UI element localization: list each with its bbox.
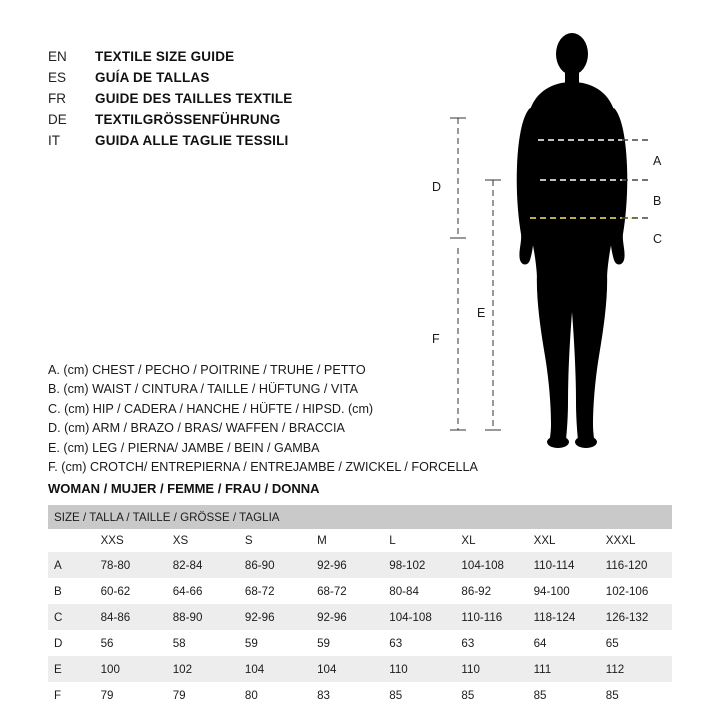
cell-b-m: 68-72 xyxy=(311,578,383,604)
language-title: GUIDA ALLE TAGLIE TESSILI xyxy=(95,133,289,148)
cell-e-l: 110 xyxy=(383,656,455,682)
cell-f-xs: 79 xyxy=(167,682,239,708)
cell-f-xxl: 85 xyxy=(528,682,600,708)
cell-e-xxl: 111 xyxy=(528,656,600,682)
row-label-a: A xyxy=(48,552,95,578)
crotch-dimension-f xyxy=(450,248,466,430)
cell-a-xxl: 110-114 xyxy=(528,552,600,578)
language-code: ES xyxy=(48,70,67,85)
cell-c-xxl: 118-124 xyxy=(528,604,600,630)
language-title: TEXTILGRÖSSENFÜHRUNG xyxy=(95,112,281,127)
language-title-block xyxy=(48,46,293,151)
cell-f-l: 85 xyxy=(383,682,455,708)
column-header-xxl: XXL xyxy=(528,529,600,552)
female-body-silhouette xyxy=(517,33,628,448)
table-row xyxy=(48,578,672,604)
column-header-m: M xyxy=(311,529,383,552)
table-row xyxy=(48,552,672,578)
table-row xyxy=(48,682,672,708)
column-header-xxs: XXS xyxy=(95,529,167,552)
language-row xyxy=(48,46,293,67)
table-size-header-row xyxy=(48,505,672,529)
table-row xyxy=(48,656,672,682)
row-label-f: F xyxy=(48,682,95,708)
cell-b-l: 80-84 xyxy=(383,578,455,604)
cell-d-xl: 63 xyxy=(455,630,527,656)
language-code: EN xyxy=(48,49,67,64)
cell-a-xs: 82-84 xyxy=(167,552,239,578)
cell-b-xs: 64-66 xyxy=(167,578,239,604)
cell-c-xs: 88-90 xyxy=(167,604,239,630)
language-row xyxy=(48,130,293,151)
cell-b-s: 68-72 xyxy=(239,578,311,604)
cell-e-m: 104 xyxy=(311,656,383,682)
cell-d-s: 59 xyxy=(239,630,311,656)
label-a: A xyxy=(653,154,662,168)
cell-c-xxs: 84-86 xyxy=(95,604,167,630)
column-header-xs: XS xyxy=(167,529,239,552)
cell-e-xs: 102 xyxy=(167,656,239,682)
cell-d-xxl: 64 xyxy=(528,630,600,656)
cell-d-xxs: 56 xyxy=(95,630,167,656)
legend-item-a: A. (cm) CHEST / PECHO / POITRINE / TRUHE / PETTO xyxy=(48,363,366,377)
cell-a-m: 92-96 xyxy=(311,552,383,578)
legend-item-d: D. (cm) ARM / BRAZO / BRAS/ WAFFEN / BRACCIA xyxy=(48,421,345,436)
cell-f-m: 83 xyxy=(311,682,383,708)
cell-d-xs: 58 xyxy=(167,630,239,656)
table-row xyxy=(48,630,672,656)
cell-f-xxxl: 85 xyxy=(600,682,672,708)
cell-b-xl: 86-92 xyxy=(455,578,527,604)
label-f: F xyxy=(432,332,440,346)
cell-a-xl: 104-108 xyxy=(455,552,527,578)
cell-a-l: 98-102 xyxy=(383,552,455,578)
legend-item-f: F. (cm) CROTCH/ ENTREPIERNA / ENTREJAMBE / ZWICKEL / FORCELLA xyxy=(48,460,478,475)
cell-c-m: 92-96 xyxy=(311,604,383,630)
cell-d-l: 63 xyxy=(383,630,455,656)
table-row xyxy=(48,604,672,630)
language-code: FR xyxy=(48,91,66,106)
row-label-b: B xyxy=(48,578,95,604)
cell-b-xxs: 60-62 xyxy=(95,578,167,604)
cell-b-xxxl: 102-106 xyxy=(600,578,672,604)
table-column-header-row xyxy=(48,529,672,552)
cell-a-xxxl: 116-120 xyxy=(600,552,672,578)
row-label-c: C xyxy=(48,604,95,630)
column-header-xl: XL xyxy=(455,529,527,552)
gender-heading: WOMAN / MUJER / FEMME / FRAU / DONNA xyxy=(48,481,320,496)
language-row xyxy=(48,67,293,88)
cell-e-xxs: 100 xyxy=(95,656,167,682)
cell-d-xxxl: 65 xyxy=(600,630,672,656)
label-e: E xyxy=(477,306,486,320)
column-header-l: L xyxy=(383,529,455,552)
language-title: GUIDE DES TAILLES TEXTILE xyxy=(95,91,293,106)
row-label-d: D xyxy=(48,630,95,656)
column-header-xxxl: XXXL xyxy=(600,529,672,552)
column-header-blank xyxy=(48,529,95,552)
cell-c-s: 92-96 xyxy=(239,604,311,630)
cell-a-s: 86-90 xyxy=(239,552,311,578)
language-row xyxy=(48,109,293,130)
leg-dimension-e xyxy=(485,180,501,430)
language-code: IT xyxy=(48,133,60,148)
cell-c-l: 104-108 xyxy=(383,604,455,630)
cell-b-xxl: 94-100 xyxy=(528,578,600,604)
cell-e-xl: 110 xyxy=(455,656,527,682)
language-title: TEXTILE SIZE GUIDE xyxy=(95,49,235,64)
arm-dimension-d xyxy=(450,118,466,238)
cell-f-xl: 85 xyxy=(455,682,527,708)
size-table xyxy=(48,505,672,708)
cell-c-xxxl: 126-132 xyxy=(600,604,672,630)
language-code: DE xyxy=(48,112,67,127)
cell-e-xxxl: 112 xyxy=(600,656,672,682)
cell-e-s: 104 xyxy=(239,656,311,682)
legend-item-b: B. (cm) WAIST / CINTURA / TAILLE / HÜFTUNG / VITA xyxy=(48,382,358,397)
column-header-s: S xyxy=(239,529,311,552)
label-c: C xyxy=(653,232,663,246)
cell-f-s: 80 xyxy=(239,682,311,708)
body-measurement-diagram xyxy=(400,20,700,450)
label-d: D xyxy=(432,180,442,194)
cell-d-m: 59 xyxy=(311,630,383,656)
label-b: B xyxy=(653,194,662,208)
language-title: GUÍA DE TALLAS xyxy=(95,70,210,85)
row-label-e: E xyxy=(48,656,95,682)
cell-c-xl: 110-116 xyxy=(455,604,527,630)
size-header-label: SIZE / TALLA / TAILLE / GRÖSSE / TAGLIA xyxy=(48,505,672,529)
cell-a-xxs: 78-80 xyxy=(95,552,167,578)
size-table-container xyxy=(48,505,672,708)
language-row xyxy=(48,88,293,109)
legend-item-e: E. (cm) LEG / PIERNA/ JAMBE / BEIN / GAMBA xyxy=(48,440,320,455)
legend-item-c: C. (cm) HIP / CADERA / HANCHE / HÜFTE / HIPSD. (cm) xyxy=(48,401,374,416)
cell-f-xxs: 79 xyxy=(95,682,167,708)
